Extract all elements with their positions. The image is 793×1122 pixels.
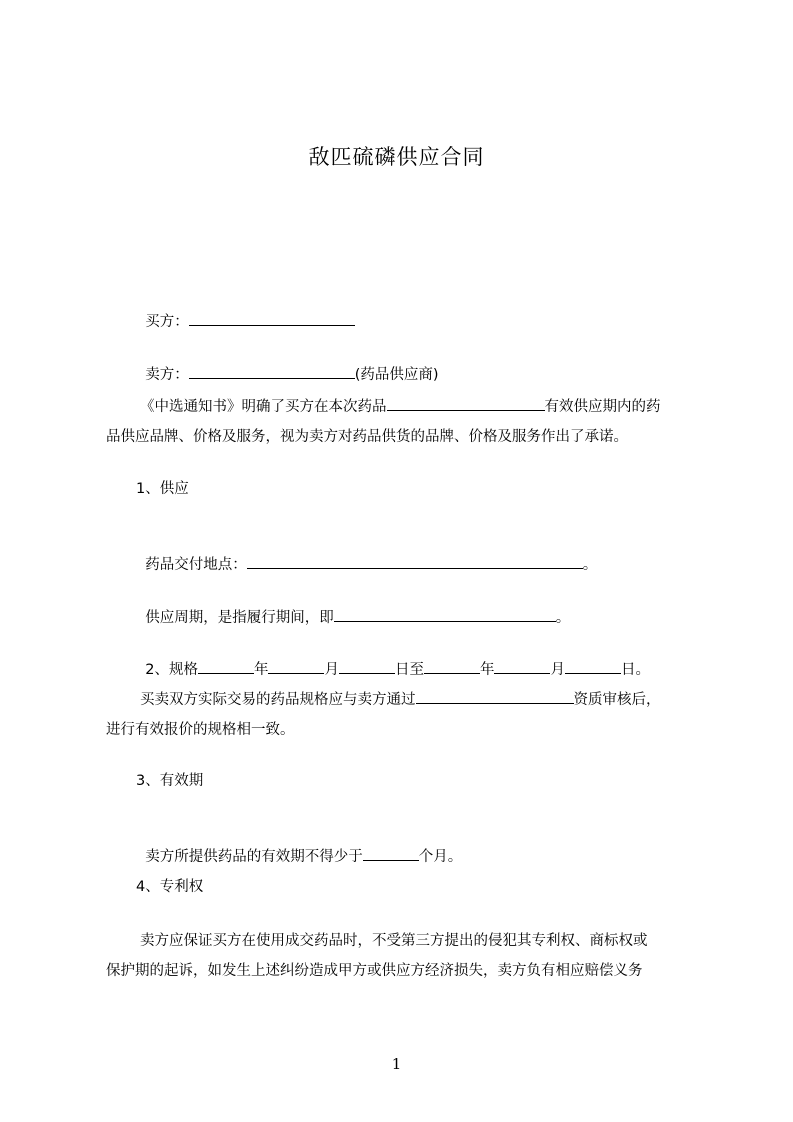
seller-suffix: (药品供应商)	[354, 367, 439, 383]
buyer-label: 买方：	[145, 314, 189, 330]
seller-label: 卖方：	[145, 367, 189, 383]
section-2-line	[136, 637, 650, 681]
patent-text-1: 卖方应保证买方在使用成交药品时，不受第三方提出的侵犯其专利权、商标权或	[140, 933, 648, 949]
intro-text-2: 有效供应期内的药	[544, 399, 661, 415]
intro-text-3: 品供应品牌、价格及服务，视为卖方对药品供货的品牌、价格及服务作出了承诺。	[106, 429, 628, 445]
period-line	[136, 585, 570, 629]
seller-line	[136, 342, 439, 386]
patent-paragraph	[106, 926, 706, 986]
spec-text-2: 资质审核后，	[573, 692, 661, 708]
document-title: 敌匹硫磷供应合同	[308, 145, 485, 169]
delivery-blank[interactable]	[247, 554, 583, 569]
start-year-blank[interactable]	[198, 659, 254, 674]
patent-text-2: 保护期的起诉，如发生上述纠纷造成甲方或供应方经济损失，卖方负有相应赔偿义务	[106, 963, 643, 979]
end-year-blank[interactable]	[424, 659, 480, 674]
delivery-label: 药品交付地点：	[145, 557, 247, 573]
validity-text-2: 个月。	[418, 849, 463, 865]
spec-text-3: 进行有效报价的规格相一致。	[106, 722, 295, 738]
start-month-blank[interactable]	[268, 659, 324, 674]
section-4-heading: 4、专利权	[136, 879, 204, 895]
section-3-heading: 3、有效期	[136, 773, 204, 789]
year-label-2: 年	[479, 662, 495, 678]
month-label-1: 月	[324, 662, 339, 678]
validity-months-blank[interactable]	[363, 846, 419, 861]
start-day-blank[interactable]	[339, 659, 395, 674]
intro-text-1: 《中选通知书》明确了买方在本次药品	[140, 399, 387, 415]
period-label: 供应周期，是指履行期间，即	[145, 610, 334, 626]
drug-name-blank[interactable]	[387, 396, 545, 411]
day-end-label: 日。	[620, 662, 650, 678]
spec-text-1: 买卖双方实际交易的药品规格应与卖方通过	[140, 692, 416, 708]
period-blank[interactable]	[334, 607, 556, 622]
validity-line	[136, 824, 462, 868]
period-end: 。	[555, 610, 571, 626]
day-to-label: 日至	[394, 662, 424, 678]
month-label-2: 月	[550, 662, 565, 678]
page-number: 1	[391, 1055, 402, 1073]
intro-paragraph	[106, 392, 706, 452]
year-label-1: 年	[253, 662, 269, 678]
buyer-blank[interactable]	[189, 311, 355, 326]
end-month-blank[interactable]	[494, 659, 550, 674]
qualification-blank[interactable]	[416, 689, 574, 704]
delivery-line	[136, 532, 597, 576]
end-day-blank[interactable]	[565, 659, 621, 674]
validity-text-1: 卖方所提供药品的有效期不得少于	[145, 849, 363, 865]
spec-paragraph	[106, 685, 706, 745]
section-1-heading: 1、供应	[136, 481, 189, 497]
seller-blank[interactable]	[189, 364, 355, 379]
buyer-line	[136, 289, 355, 333]
delivery-end: 。	[582, 557, 598, 573]
section-2-heading: 2、规格	[145, 662, 198, 678]
